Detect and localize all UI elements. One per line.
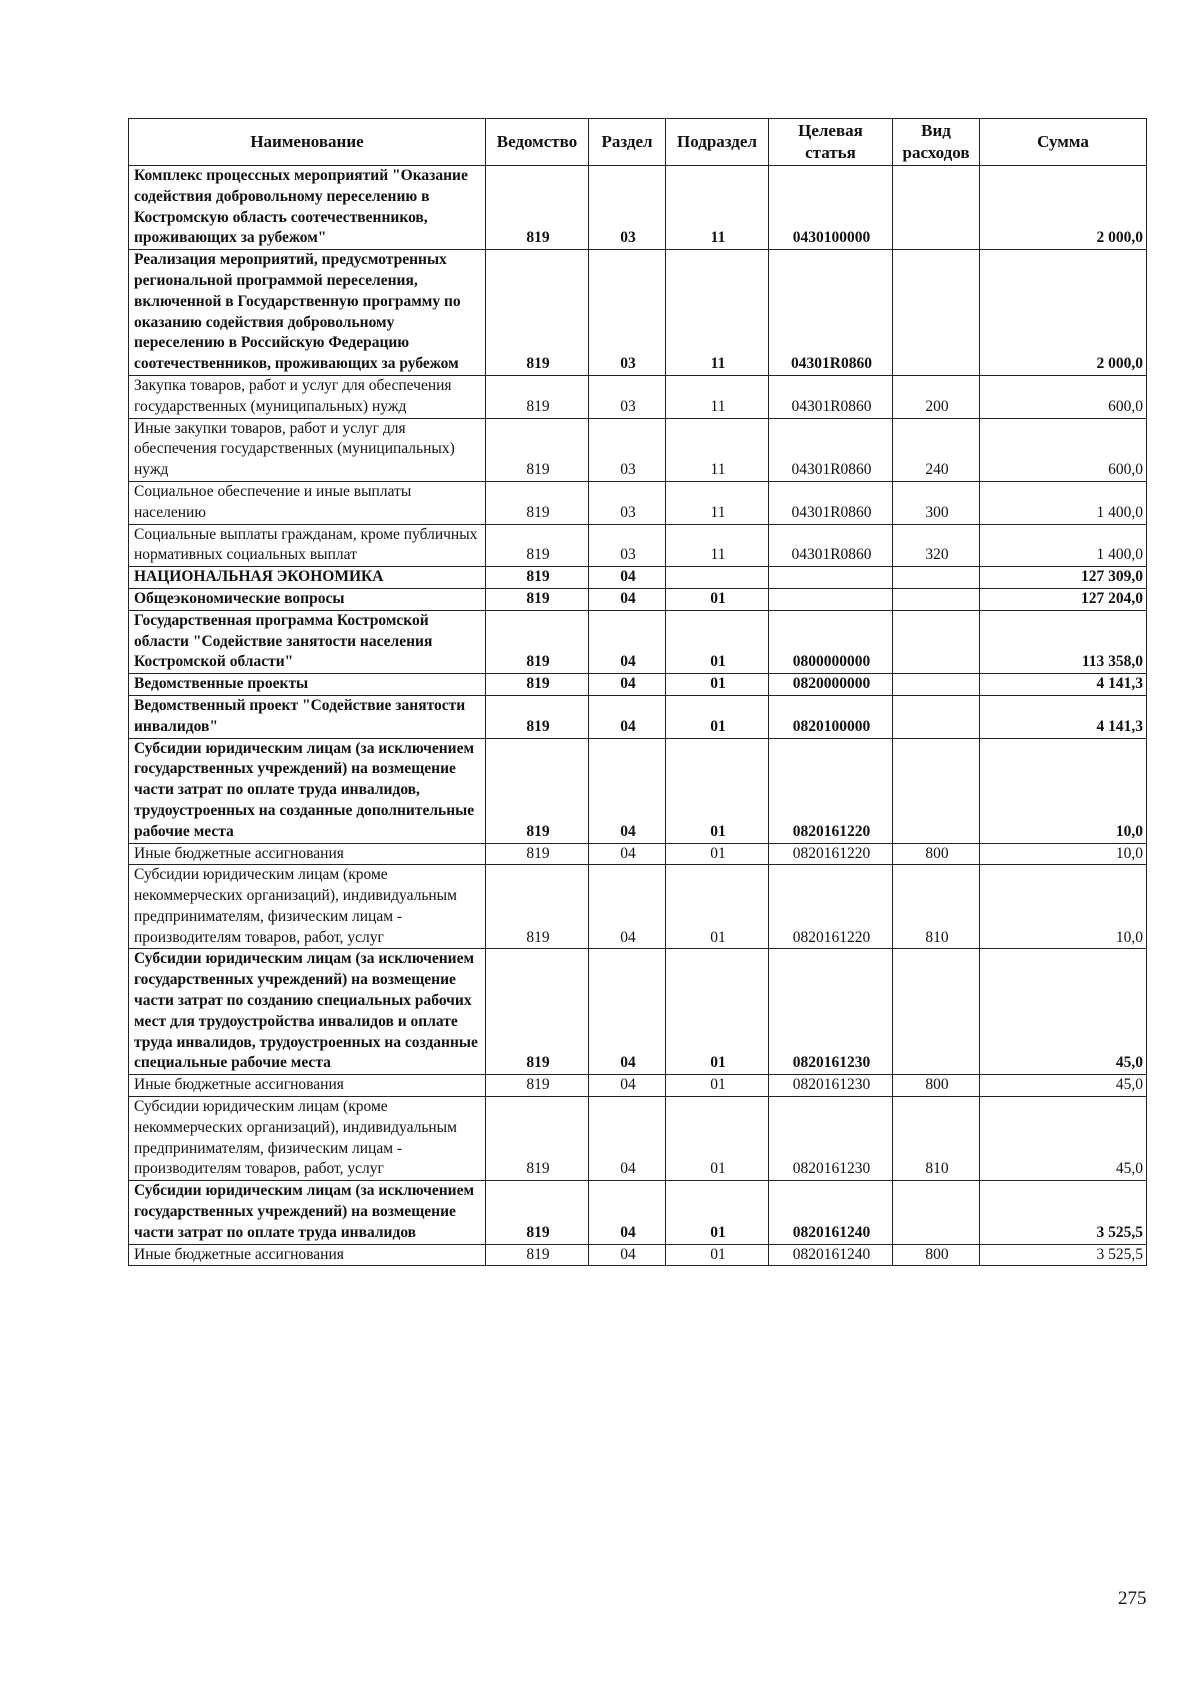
cell-subsection: 01 [666, 588, 769, 610]
cell-amount: 4 141,3 [980, 674, 1147, 696]
table-row [129, 1097, 1147, 1181]
cell-amount: 45,0 [980, 1097, 1147, 1181]
cell-dept: 819 [486, 567, 589, 589]
cell-dept: 819 [486, 1181, 589, 1244]
cell-dept: 819 [486, 1075, 589, 1097]
table-header-row [129, 119, 1147, 166]
cell-section: 04 [589, 1244, 666, 1266]
cell-target: 04301R0860 [769, 375, 893, 418]
header-type: Вид расходов [893, 119, 980, 166]
cell-section: 04 [589, 865, 666, 949]
table-row [129, 588, 1147, 610]
cell-section: 04 [589, 674, 666, 696]
table-row [129, 418, 1147, 481]
header-section: Раздел [589, 119, 666, 166]
cell-section: 03 [589, 418, 666, 481]
cell-type [893, 567, 980, 589]
cell-section: 04 [589, 588, 666, 610]
header-name: Наименование [129, 119, 486, 166]
cell-dept: 819 [486, 418, 589, 481]
cell-amount: 2 000,0 [980, 250, 1147, 376]
cell-dept: 819 [486, 1244, 589, 1266]
cell-dept: 819 [486, 1097, 589, 1181]
table-row [129, 738, 1147, 843]
cell-type [893, 610, 980, 673]
cell-subsection: 01 [666, 1075, 769, 1097]
cell-amount: 1 400,0 [980, 524, 1147, 567]
cell-section: 03 [589, 481, 666, 524]
table-row [129, 1181, 1147, 1244]
cell-subsection: 01 [666, 865, 769, 949]
cell-type [893, 674, 980, 696]
cell-section: 04 [589, 1097, 666, 1181]
table-row [129, 567, 1147, 589]
cell-type [893, 250, 980, 376]
table-row [129, 166, 1147, 250]
cell-amount: 2 000,0 [980, 166, 1147, 250]
cell-type [893, 1181, 980, 1244]
cell-type: 300 [893, 481, 980, 524]
table-row [129, 695, 1147, 738]
cell-target: 0820161220 [769, 843, 893, 865]
cell-amount: 600,0 [980, 418, 1147, 481]
cell-type: 800 [893, 1244, 980, 1266]
cell-name: НАЦИОНАЛЬНАЯ ЭКОНОМИКА [129, 567, 486, 589]
table-row [129, 865, 1147, 949]
cell-name: Субсидии юридическим лицам (за исключением государственных учреждений) на возмещение части затрат по оплате труда инвалидов [129, 1181, 486, 1244]
cell-amount: 10,0 [980, 843, 1147, 865]
cell-name: Государственная программа Костромской области "Содействие занятости населения Костромской области" [129, 610, 486, 673]
cell-section: 04 [589, 567, 666, 589]
cell-subsection: 11 [666, 481, 769, 524]
cell-name: Общеэкономические вопросы [129, 588, 486, 610]
cell-name: Социальные выплаты гражданам, кроме публичных нормативных социальных выплат [129, 524, 486, 567]
cell-target: 0820161230 [769, 949, 893, 1075]
cell-type: 810 [893, 1097, 980, 1181]
cell-name: Ведомственные проекты [129, 674, 486, 696]
page-number: 275 [1118, 1588, 1147, 1609]
cell-name: Закупка товаров, работ и услуг для обеспечения государственных (муниципальных) нужд [129, 375, 486, 418]
cell-target: 0820161230 [769, 1075, 893, 1097]
cell-dept: 819 [486, 588, 589, 610]
header-subsection: Подраздел [666, 119, 769, 166]
cell-section: 03 [589, 166, 666, 250]
cell-name: Иные бюджетные ассигнования [129, 1075, 486, 1097]
table-row [129, 949, 1147, 1075]
table-row [129, 1244, 1147, 1266]
cell-target: 0430100000 [769, 166, 893, 250]
cell-dept: 819 [486, 375, 589, 418]
cell-target [769, 588, 893, 610]
cell-dept: 819 [486, 865, 589, 949]
cell-name: Субсидии юридическим лицам (кроме некоммерческих организаций), индивидуальным предпринимателям, физическим лицам - производителям товаров, работ, услуг [129, 865, 486, 949]
cell-section: 04 [589, 1181, 666, 1244]
cell-target: 0800000000 [769, 610, 893, 673]
cell-name: Субсидии юридическим лицам (кроме некоммерческих организаций), индивидуальным предпринимателям, физическим лицам - производителям товаров, работ, услуг [129, 1097, 486, 1181]
cell-target: 0820161220 [769, 738, 893, 843]
cell-amount: 45,0 [980, 1075, 1147, 1097]
cell-dept: 819 [486, 166, 589, 250]
cell-name: Иные бюджетные ассигнования [129, 1244, 486, 1266]
cell-subsection: 11 [666, 375, 769, 418]
table-row [129, 1075, 1147, 1097]
cell-dept: 819 [486, 250, 589, 376]
cell-subsection: 11 [666, 524, 769, 567]
cell-name: Иные закупки товаров, работ и услуг для обеспечения государственных (муниципальных) нужд [129, 418, 486, 481]
cell-amount: 600,0 [980, 375, 1147, 418]
cell-dept: 819 [486, 674, 589, 696]
cell-target [769, 567, 893, 589]
header-target: Целевая статья [769, 119, 893, 166]
cell-section: 03 [589, 250, 666, 376]
cell-amount: 45,0 [980, 949, 1147, 1075]
cell-target: 0820161230 [769, 1097, 893, 1181]
table-row [129, 674, 1147, 696]
cell-amount: 127 309,0 [980, 567, 1147, 589]
cell-target: 04301R0860 [769, 481, 893, 524]
cell-name: Ведомственный проект "Содействие занятости инвалидов" [129, 695, 486, 738]
cell-section: 04 [589, 1075, 666, 1097]
cell-subsection: 01 [666, 949, 769, 1075]
cell-amount: 10,0 [980, 738, 1147, 843]
cell-amount: 4 141,3 [980, 695, 1147, 738]
cell-name: Субсидии юридическим лицам (за исключением государственных учреждений) на возмещение части затрат по созданию специальных рабочих мест для трудоустройства инвалидов и оплате труда инвалидов, трудоустроенных на созданные специальные рабочие места [129, 949, 486, 1075]
cell-type: 810 [893, 865, 980, 949]
cell-subsection: 01 [666, 674, 769, 696]
table-row [129, 843, 1147, 865]
cell-name: Комплекс процессных мероприятий "Оказание содействия добровольному переселению в Костромскую область соотечественников, проживающих за рубежом" [129, 166, 486, 250]
cell-target: 0820161240 [769, 1181, 893, 1244]
cell-subsection: 11 [666, 418, 769, 481]
cell-type: 320 [893, 524, 980, 567]
cell-type [893, 949, 980, 1075]
cell-section: 04 [589, 610, 666, 673]
cell-subsection: 01 [666, 843, 769, 865]
cell-type: 200 [893, 375, 980, 418]
cell-section: 03 [589, 524, 666, 567]
cell-name: Реализация мероприятий, предусмотренных региональной программой переселения, включенной в Государственную программу по оказанию содействия добровольному переселению в Российскую Федерацию соотечественников, проживающих за рубежом [129, 250, 486, 376]
table-row [129, 610, 1147, 673]
cell-dept: 819 [486, 610, 589, 673]
cell-dept: 819 [486, 481, 589, 524]
cell-section: 04 [589, 695, 666, 738]
table-row [129, 481, 1147, 524]
cell-dept: 819 [486, 738, 589, 843]
cell-type: 240 [893, 418, 980, 481]
cell-dept: 819 [486, 843, 589, 865]
cell-amount: 3 525,5 [980, 1244, 1147, 1266]
table-row [129, 375, 1147, 418]
cell-section: 04 [589, 738, 666, 843]
cell-dept: 819 [486, 949, 589, 1075]
cell-type: 800 [893, 843, 980, 865]
cell-subsection: 01 [666, 610, 769, 673]
cell-target: 0820161240 [769, 1244, 893, 1266]
cell-name: Иные бюджетные ассигнования [129, 843, 486, 865]
cell-subsection: 11 [666, 166, 769, 250]
cell-amount: 1 400,0 [980, 481, 1147, 524]
header-amount: Сумма [980, 119, 1147, 166]
cell-target: 04301R0860 [769, 250, 893, 376]
cell-dept: 819 [486, 695, 589, 738]
cell-amount: 113 358,0 [980, 610, 1147, 673]
table-row [129, 524, 1147, 567]
cell-amount: 3 525,5 [980, 1181, 1147, 1244]
cell-amount: 127 204,0 [980, 588, 1147, 610]
cell-type [893, 695, 980, 738]
cell-amount: 10,0 [980, 865, 1147, 949]
cell-subsection: 01 [666, 695, 769, 738]
cell-subsection: 01 [666, 1181, 769, 1244]
cell-subsection: 01 [666, 1097, 769, 1181]
cell-target: 0820000000 [769, 674, 893, 696]
cell-subsection: 01 [666, 738, 769, 843]
cell-target: 0820100000 [769, 695, 893, 738]
table-row [129, 250, 1147, 376]
cell-type [893, 166, 980, 250]
cell-section: 04 [589, 949, 666, 1075]
cell-name: Социальное обеспечение и иные выплаты населению [129, 481, 486, 524]
cell-target: 04301R0860 [769, 418, 893, 481]
cell-subsection: 01 [666, 1244, 769, 1266]
cell-target: 0820161220 [769, 865, 893, 949]
cell-dept: 819 [486, 524, 589, 567]
cell-type: 800 [893, 1075, 980, 1097]
cell-target: 04301R0860 [769, 524, 893, 567]
cell-subsection [666, 567, 769, 589]
cell-type [893, 588, 980, 610]
cell-section: 03 [589, 375, 666, 418]
cell-name: Субсидии юридическим лицам (за исключением государственных учреждений) на возмещение части затрат по оплате труда инвалидов, трудоустроенных на созданные дополнительные рабочие места [129, 738, 486, 843]
budget-table [128, 118, 1147, 1266]
header-dept: Ведомство [486, 119, 589, 166]
cell-section: 04 [589, 843, 666, 865]
cell-type [893, 738, 980, 843]
cell-subsection: 11 [666, 250, 769, 376]
